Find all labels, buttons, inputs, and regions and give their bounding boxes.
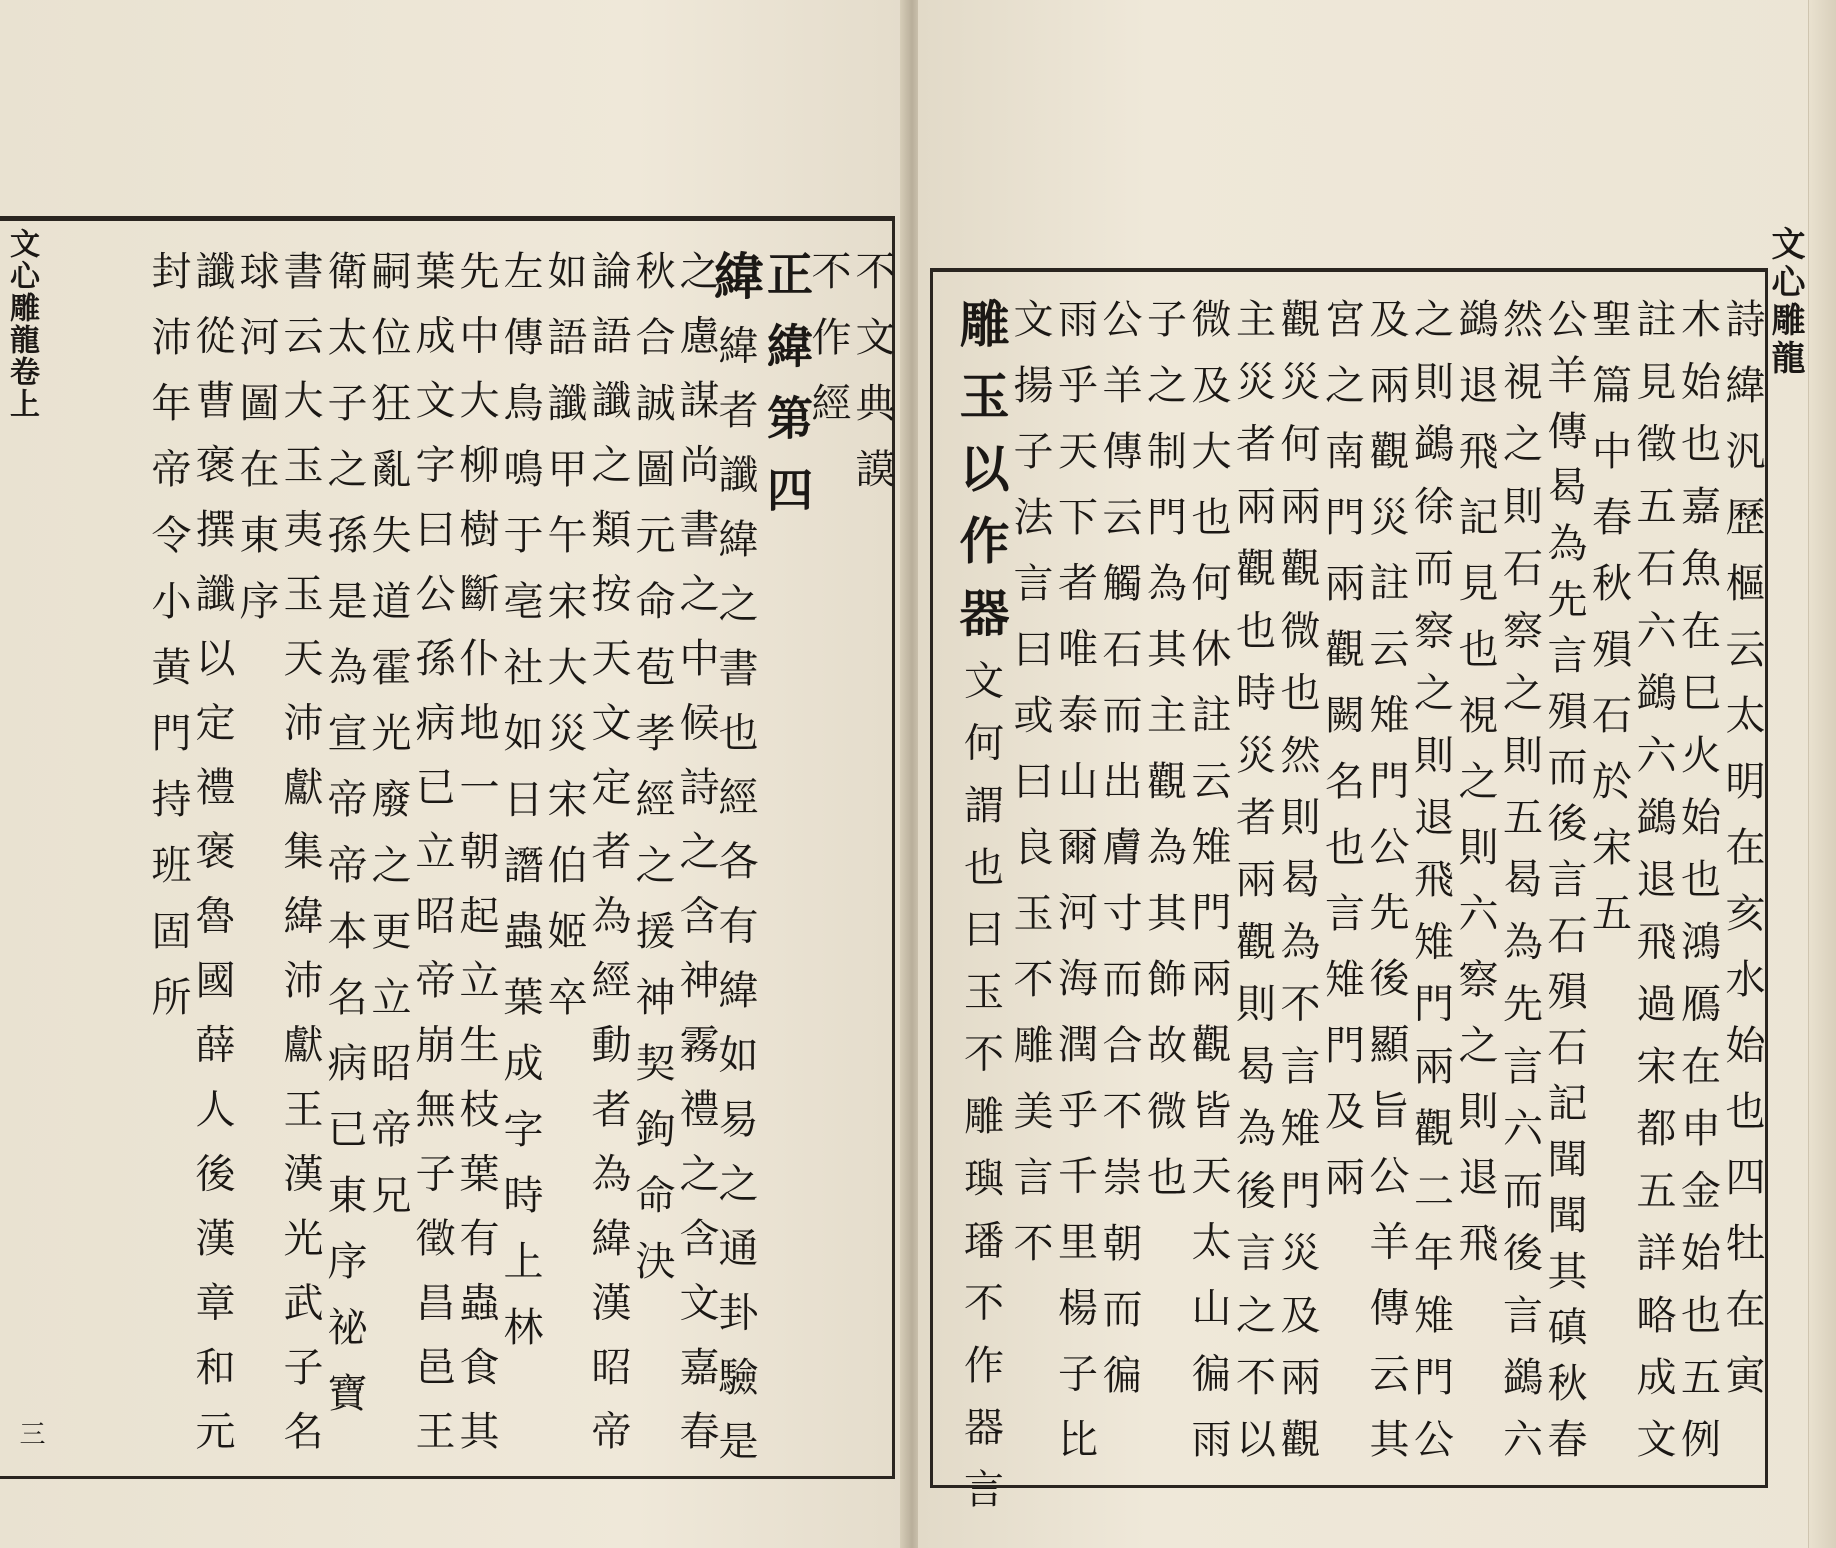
right-column: 公羊傳云觸石而出膚寸而合不崇朝而徧 — [1096, 298, 1142, 1420]
right-column: 聖篇中春秋殞石於宋五 — [1585, 298, 1632, 958]
left-column: 左傳鳥鳴于亳社如日譖蟲葉成字時上林 — [497, 250, 543, 1372]
left-column: 嗣位狂亂失道霍光廢之更立昭帝兄 — [365, 250, 411, 1240]
right-column: 雨乎天下者唯泰山爾河海潤乎千里楊子比 — [1051, 298, 1098, 1484]
right-column: 公羊傳曷為先言殞而後言石殞石記聞聞其磌秋春 — [1541, 298, 1587, 1474]
left-column: 衛太子之孫是為宣帝帝本名病已東序祕寶 — [321, 250, 367, 1438]
right-page-edge — [1808, 0, 1836, 1548]
left-column: 先中大柳樹斷仆地一朝起立生枝葉有蟲食其 — [453, 250, 499, 1475]
left-column: 封沛年帝令小黃門持班固所 — [145, 250, 191, 1042]
right-column: 主災者兩觀也時災者兩觀則曷為後言之不以 — [1229, 298, 1276, 1481]
right-column: 文揚子法言曰或曰良玉不雕美言不 — [1007, 298, 1053, 1288]
left-page-number: 三 — [15, 1420, 45, 1446]
heading-characters: 緯 — [706, 250, 765, 325]
right-column: 及兩觀災註云雉門公先後顯旨公羊傳云其 — [1363, 298, 1409, 1484]
left-column: 書云大玉夷玉天沛獻集緯沛獻王漢光武子名 — [277, 250, 323, 1475]
right-column: 詩緯汎歷樞云太明在亥水始也四牡在寅 — [1719, 298, 1765, 1420]
left-margin-title: 文心雕龍卷上 — [4, 228, 39, 420]
right-column: 微及大也何休註云雉門兩觀皆天太山徧雨 — [1185, 298, 1231, 1484]
right-column: 宮之南門兩觀闕名也言雉門及兩 — [1318, 298, 1365, 1222]
right-column: 之則鷁徐而察之則退飛雉門兩觀二年雉門公 — [1407, 298, 1454, 1481]
left-column — [706, 250, 765, 1485]
left-column: 球河圖在東序 — [233, 250, 279, 646]
left-column: 之慮謀尚書之中候詩之含神霧禮之含文嘉春 — [673, 250, 719, 1475]
left-column: 不作經 — [805, 250, 851, 448]
right-column: 註見徵五石六鷁六鷁退飛過宋都五詳略成文 — [1630, 298, 1676, 1481]
heading-characters: 雕玉以作器 — [951, 298, 1011, 660]
annotation-characters: 文何謂也曰玉不雕璵璠不作器言 — [957, 659, 1004, 1531]
left-column: 如語讖甲午宋大災宋伯姬卒 — [541, 250, 587, 1042]
left-page — [0, 0, 908, 1548]
left-column: 論語讖之類按天文定者為經動者為緯漢昭帝 — [585, 250, 631, 1475]
left-column: 正緯第四 — [760, 250, 814, 538]
right-page-border — [930, 268, 1768, 1488]
left-column: 不文典謨 — [849, 250, 895, 514]
left-column: 葉成文字曰公孫病已立昭帝崩無子徵昌邑王 — [409, 250, 455, 1475]
left-column: 讖從曹褒撰讖以定禮褒魯國薛人後漢章和元 — [189, 250, 235, 1475]
left-column: 秋合誠圖元命苞孝經之援神契鉤命決 — [629, 250, 675, 1306]
right-margin-title: 文心雕龍 — [1765, 226, 1805, 378]
right-column: 然視之則石察之則五曷為先言六而後言鷁六 — [1496, 298, 1543, 1481]
right-column: 木始也嘉魚在巳火始也鴻鴈在申金始也五例 — [1674, 298, 1721, 1481]
annotation-characters: 緯者讖緯之書也經各有緯如易之通卦驗是 — [712, 324, 758, 1485]
right-column: 觀災何兩觀微也然則曷為不言雉門災及兩觀 — [1274, 298, 1320, 1481]
right-column: 鷁退飛記見也視之則六察之則退飛 — [1452, 298, 1498, 1288]
right-column: 子之制門為其主觀為其飾故微也 — [1140, 298, 1187, 1222]
